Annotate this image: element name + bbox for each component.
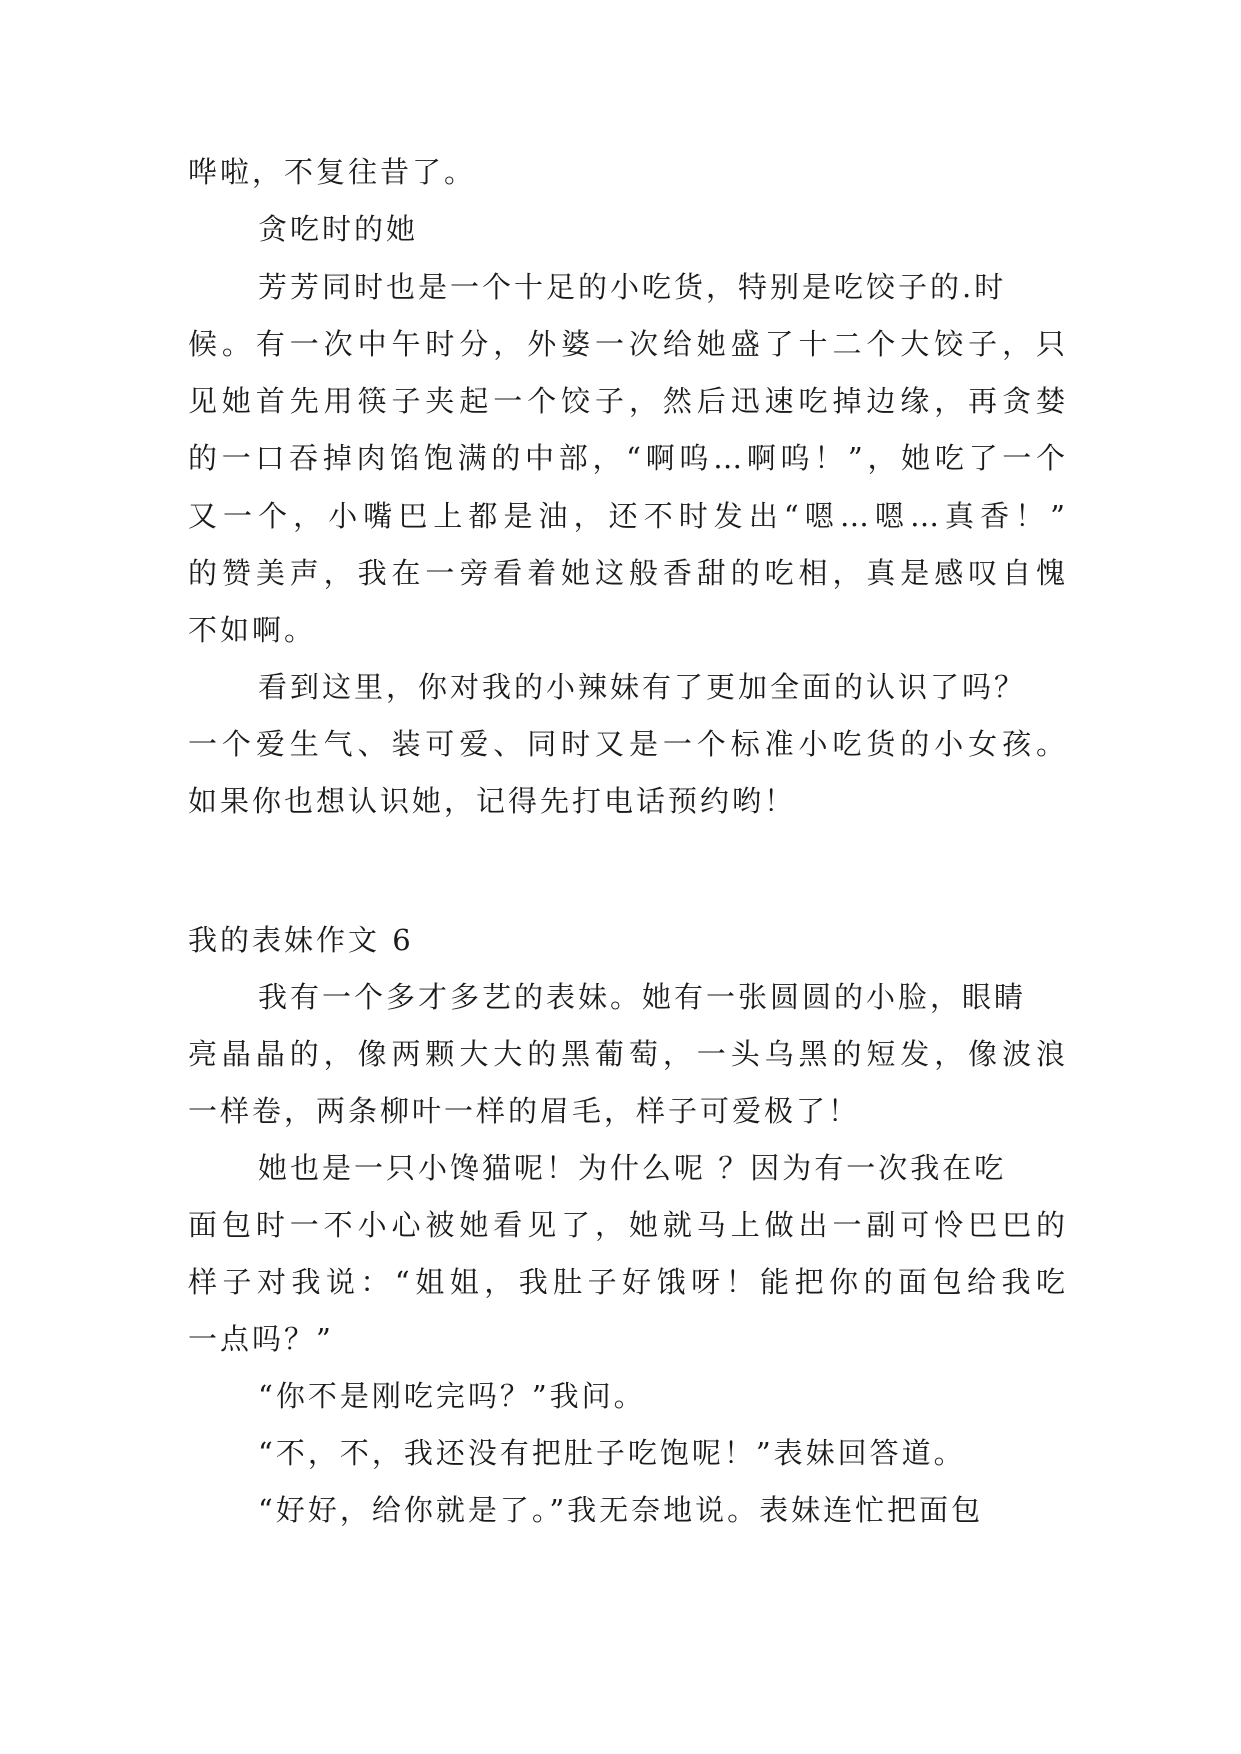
paragraph-line: 的一口吞掉肉馅饱满的中部，“啊呜…啊呜！”，她吃了一个 [188, 441, 1068, 475]
paragraph-line: 亮晶晶的，像两颗大大的黑葡萄，一头乌黑的短发，像波浪 [188, 1037, 1068, 1071]
paragraph-line: 面包时一不小心被她看见了，她就马上做出一副可怜巴巴的 [188, 1208, 1068, 1242]
dialogue-line: “你不是刚吃完吗？”我问。 [258, 1379, 646, 1413]
subheading: 贪吃时的她 [258, 212, 419, 246]
paragraph-line: 又一个，小嘴巴上都是油，还不时发出“嗯…嗯…真香！” [188, 499, 1068, 533]
dialogue-line: “不，不，我还没有把肚子吃饱呢！”表妹回答道。 [258, 1436, 966, 1470]
paragraph-line: 一点吗？” [188, 1322, 334, 1356]
paragraph-line: 看到这里，你对我的小辣妹有了更加全面的认识了吗？ [258, 670, 1027, 704]
paragraph-line: 我有一个多才多艺的表妹。她有一张圆圆的小脸，眼睛 [258, 980, 1027, 1014]
section-title: 我的表妹作文 6 [188, 923, 414, 957]
paragraph-line: 一个爱生气、装可爱、同时又是一个标准小吃货的小女孩。 [188, 727, 1068, 761]
paragraph-line: 见她首先用筷子夹起一个饺子，然后迅速吃掉边缘，再贪婪 [188, 384, 1068, 418]
paragraph-line: 候。有一次中午时分，外婆一次给她盛了十二个大饺子，只 [188, 327, 1068, 361]
paragraph-line: 她也是一只小馋猫呢！为什么呢 ？因为有一次我在吃 [258, 1151, 1007, 1185]
paragraph-line: 芳芳同时也是一个十足的小吃货，特别是吃饺子的.时 [258, 270, 1007, 304]
paragraph-line: 如果你也想认识她，记得先打电话预约哟！ [188, 784, 797, 818]
paragraph-line: 样子对我说：“姐姐，我肚子好饿呀！能把你的面包给我吃 [188, 1265, 1068, 1299]
continuation-line: 哗啦，不复往昔了。 [188, 155, 477, 189]
paragraph-line: 一样卷，两条柳叶一样的眉毛，样子可爱极了！ [188, 1094, 861, 1128]
paragraph-line: 不如啊。 [188, 613, 317, 647]
paragraph-line: 的赞美声，我在一旁看着她这般香甜的吃相，真是感叹自愧 [188, 556, 1068, 590]
dialogue-line: “好好，给你就是了。”我无奈地说。表妹连忙把面包 [258, 1493, 984, 1527]
